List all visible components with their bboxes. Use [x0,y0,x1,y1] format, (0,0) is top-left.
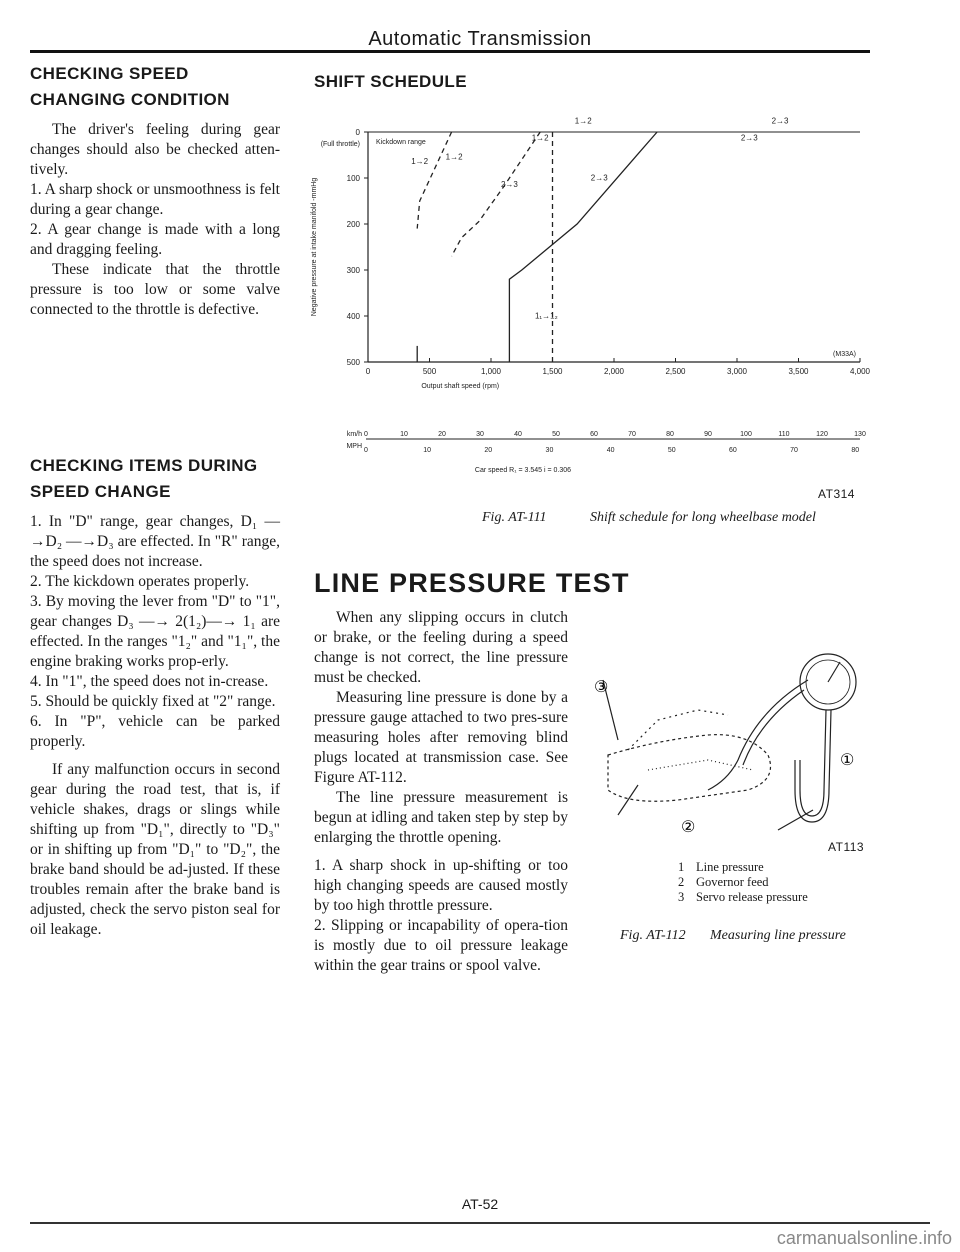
kmh-tick-label: 120 [816,431,828,438]
shift-point-label: 1→2 [411,157,429,167]
y-tick-label: 400 [346,312,360,321]
shift-point-label: 1→2 [574,116,592,126]
section-title-line1: CHECKING SPEED [30,64,189,83]
y-axis-label: Negative pressure at intake manifold -mmHg [311,177,318,317]
chart-axes [364,132,860,439]
y-tick-label: 0 [355,128,360,137]
shift-line-12 [417,132,451,229]
paragraph: 1. A sharp shock or unsmoothness is felt during a gear change. [30,181,280,218]
paragraph: If any malfunction occurs in second gear during the road test, that is, if vehicle shakes, drags or slings while shifting up from "D₁", directly to "D₃" or in shifting up from "D₁" to "D₂", the brake band should be ad-justed. If these troubles remain after the brake band is adjusted, check the servo piston seal for oil leakage. [30,761,280,938]
car-speed-note: Car speed R₁ = 3.545 i = 0.306 [474,467,572,474]
section-checking-speed [30,64,280,320]
shift-point-label: 2→3 [771,116,789,126]
figure-caption-text-2: Measuring line pressure [710,928,846,943]
paragraph: 5. Should be quickly fixed at "2" range. [30,693,276,710]
section-title-line2: CHANGING CONDITION [30,90,230,109]
shift-point-label: 2→3 [590,173,608,183]
paragraph: The line pressure measurement is begun at idling and taken step by step by enlarging the throttle opening. [314,789,568,846]
figure-caption-text: Shift schedule for long wheelbase model [590,510,816,525]
shift-point-label: 2→3 [740,133,758,143]
shift-point-label: 1₁→1₂ [534,311,558,321]
x-axis-label: Output shaft speed (rpm) [421,383,500,390]
shift-point-label: 2→3 [500,180,518,190]
kickdown-label: Kickdown range [376,139,426,146]
mph-tick-label: 40 [606,447,615,454]
shift-point-label: 1→2 [445,152,463,162]
paragraph: 2. The kickdown operates properly. [30,573,250,590]
mph-tick-label: 80 [851,447,860,454]
paragraph: 6. In "P", vehicle can be parked properly. [30,713,280,750]
mph-tick-label: 0 [364,447,368,454]
shift-schedule-title: SHIFT SCHEDULE [314,72,467,91]
callout-1: ① [840,752,855,769]
mph-tick-label: 20 [484,447,493,454]
x-tick-label: 3,500 [788,367,809,376]
page-header-title: Automatic Transmission [368,28,592,50]
x-tick-label: 2,000 [603,367,625,376]
section-title-line1: CHECKING ITEMS DURING [30,456,258,475]
chart-labels [311,117,871,474]
legend-item: 2 Governor feed [678,875,769,889]
paragraph: 2. A gear change is made with a long and dragging feeling. [30,221,280,258]
y-tick-label: 500 [346,358,360,367]
line-pressure-body [314,608,568,976]
paragraph: 4. In "1", the speed does not in-crease. [30,673,269,690]
paragraph: When any slipping occurs in clutch or brake, or the feeling during a speed change is not correct, the line pressure must be checked. [314,609,568,686]
paragraph: The driver's feeling during gear changes should also be checked atten-tively. [30,121,280,178]
paragraph: Measuring line pressure is done by a pressure gauge attached to two pres-sure measuring holes after removing blind plugs located at transmission case. See Figure AT-112. [314,689,568,786]
mph-tick-label: 60 [729,447,737,454]
x-tick-label: 2,500 [665,367,686,376]
kmh-tick-label: 0 [364,431,368,438]
kmh-tick-label: 70 [628,431,636,438]
figure-code: AT314 [818,487,855,501]
section-body [30,512,280,940]
callout-2: ② [681,819,696,836]
kmh-tick-label: 110 [778,431,790,438]
mph-tick-label: 10 [423,447,432,454]
shift-point-label: 1→2 [531,133,549,143]
mph-tick-label: 30 [545,447,554,454]
section-checking-items [30,456,280,940]
x-tick-label: 1,500 [542,367,563,376]
mph-tick-label: 70 [790,447,798,454]
kmh-tick-label: 30 [476,431,484,438]
paragraph: 1. A sharp shock in up-shifting or too high changing speeds are caused mostly by too high throttle pressure. [314,857,568,914]
kmh-tick-label: 20 [438,431,446,438]
x-tick-label: 4,000 [849,367,871,376]
paragraph: 1. In "D" range, gear changes, D₁ —→D₂ —→D₃ are effected. In "R" range, the speed does not increase. [30,513,280,570]
callout-3: ③ [594,679,609,696]
kmh-tick-label: 130 [854,431,866,438]
paragraph: These indicate that the throttle pressure is too low or some valve connected to the throttle is defective. [30,261,280,318]
kmh-tick-label: 90 [704,431,712,438]
section-title-line2: SPEED CHANGE [30,482,171,501]
legend-item: 1 Line pressure [678,860,764,874]
y-tick-label: 300 [346,266,360,275]
x-tick-label: 3,000 [726,367,748,376]
mph-scale-label: MPH [346,443,362,450]
mph-tick-label: 50 [667,447,676,454]
shift-line-23 [509,132,657,362]
model-code: (M33A) [833,351,856,358]
x-tick-label: 1,000 [480,367,502,376]
footer-rule [30,1222,930,1224]
watermark: carmanualsonline.info [776,1228,952,1248]
section-body [30,120,280,320]
kmh-tick-label: 10 [400,431,408,438]
shift-schedule-chart [290,100,880,500]
kmh-tick-label: 100 [740,431,752,438]
x-tick-label: 0 [365,367,371,376]
figure-caption-number-2: Fig. AT-112 [620,928,686,943]
paragraph: 2. Slipping or incapability of opera-tion is mostly due to oil pressure leakage within the gear trains or spool valve. [314,917,568,974]
y-tick-label: 200 [346,220,360,229]
pressure-gauge-illustration [588,640,868,840]
chart-series [417,132,657,362]
x-tick-label: 500 [422,367,437,376]
y-tick-label: 100 [346,174,360,183]
shift-line-23 [452,132,541,256]
line-pressure-title: LINE PRESSURE TEST [314,568,630,598]
figure-code-at113: AT113 [828,840,865,854]
kmh-tick-label: 40 [514,431,522,438]
page-number: AT-52 [461,1196,499,1212]
header-rule [30,50,870,53]
figure-caption-number: Fig. AT-111 [482,510,547,525]
kmh-tick-label: 80 [666,431,674,438]
figure-legend [678,860,808,905]
kmh-scale-label: km/h [346,431,362,438]
y-top-label: (Full throttle) [320,141,360,148]
kmh-tick-label: 60 [590,431,598,438]
paragraph: 3. By moving the lever from "D" to "1", gear changes D₃ —→ 2(1₂)—→ 1₁ are effected. In the ranges "1₂" and "1₁", the engine braking works prop-erly. [30,593,280,670]
legend-item: 3 Servo release pressure [678,890,808,904]
kmh-tick-label: 50 [552,431,560,438]
